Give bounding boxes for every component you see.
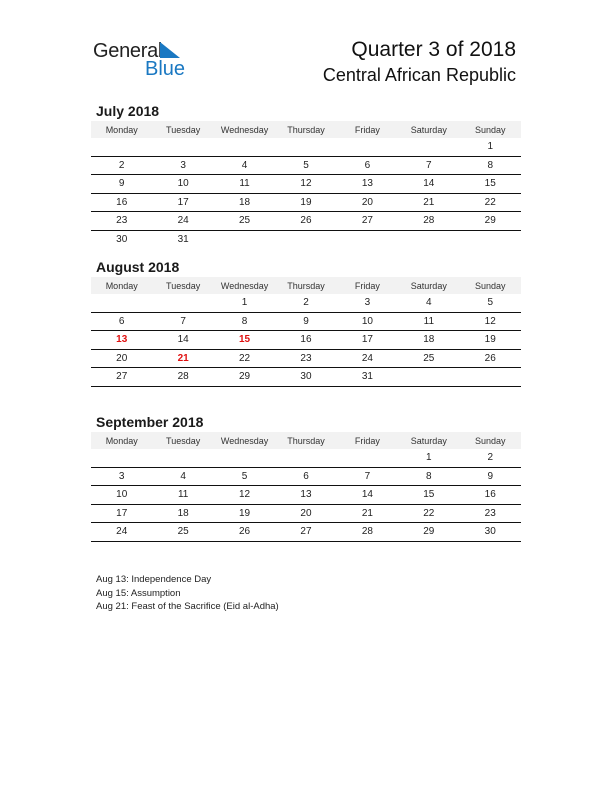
logo-blue-text: Blue xyxy=(145,58,186,80)
date-cell: 20 xyxy=(300,507,312,519)
date-cell: 19 xyxy=(484,334,496,346)
date-cell: 10 xyxy=(116,489,128,501)
date-cell: 4 xyxy=(426,297,432,309)
date-cell: 20 xyxy=(361,196,373,208)
weekday-label: Saturday xyxy=(410,280,447,291)
date-cell: 26 xyxy=(238,526,251,538)
date-cell: 6 xyxy=(303,470,309,482)
date-cell: 5 xyxy=(487,297,494,309)
month-title: September 2018 xyxy=(96,414,204,430)
holiday-date-cell: 15 xyxy=(238,334,251,346)
holiday-note: Aug 15: Assumption xyxy=(96,587,181,599)
date-cell: 27 xyxy=(116,371,128,383)
date-cell: 19 xyxy=(300,196,312,208)
date-cell: 12 xyxy=(300,178,312,190)
date-cell: 4 xyxy=(241,159,248,171)
weekday-header xyxy=(91,121,521,138)
date-cell: 2 xyxy=(487,452,494,464)
week-row xyxy=(91,231,521,249)
weekday-header xyxy=(91,432,521,449)
date-cell: 18 xyxy=(177,507,189,519)
page-subtitle: Central African Republic xyxy=(322,65,516,85)
weekday-label: Thursday xyxy=(287,124,325,135)
date-cell: 24 xyxy=(116,526,128,538)
date-cell: 6 xyxy=(118,315,125,327)
date-cell: 14 xyxy=(423,178,435,190)
date-cell: 23 xyxy=(484,507,496,519)
month-title: July 2018 xyxy=(96,103,160,119)
date-cell: 31 xyxy=(361,371,373,383)
weekday-label: Sunday xyxy=(474,435,506,446)
date-cell: 14 xyxy=(361,489,373,501)
date-cell: 2 xyxy=(303,297,309,309)
date-cell: 21 xyxy=(361,507,373,519)
weekday-label: Thursday xyxy=(287,435,325,446)
date-cell: 8 xyxy=(241,315,248,327)
date-cell: 18 xyxy=(238,196,251,208)
month-title: August 2018 xyxy=(96,259,180,275)
weekday-label: Friday xyxy=(354,280,380,291)
date-cell: 22 xyxy=(423,507,435,519)
holiday-note: Aug 21: Feast of the Sacrifice (Eid al-Adha) xyxy=(96,601,279,612)
logo-triangle-icon xyxy=(160,42,180,58)
weekday-label: Monday xyxy=(105,435,138,446)
date-cell: 14 xyxy=(177,334,189,346)
date-cell: 7 xyxy=(426,159,432,171)
date-cell: 31 xyxy=(177,233,189,245)
date-cell: 27 xyxy=(361,215,373,227)
page-title: Quarter 3 of 2018 xyxy=(351,38,516,61)
week-row xyxy=(91,313,521,332)
date-cell: 28 xyxy=(361,526,373,538)
week-row xyxy=(91,194,521,213)
date-cell: 15 xyxy=(484,178,496,190)
date-cell: 5 xyxy=(241,470,248,482)
week-row xyxy=(91,523,521,542)
date-cell: 3 xyxy=(180,159,186,171)
weekday-label: Saturday xyxy=(410,435,447,446)
date-cell: 26 xyxy=(484,352,496,364)
holiday-notes xyxy=(96,573,279,614)
date-cell: 29 xyxy=(423,526,435,538)
date-cell: 19 xyxy=(238,507,251,519)
date-cell: 23 xyxy=(116,215,128,227)
weekday-label: Tuesday xyxy=(166,280,201,291)
date-cell: 3 xyxy=(364,297,371,309)
week-row xyxy=(91,505,521,524)
date-cell: 25 xyxy=(238,215,251,227)
date-cell: 6 xyxy=(364,159,371,171)
date-cell: 2 xyxy=(118,159,125,171)
week-row xyxy=(91,449,521,468)
logo xyxy=(93,40,193,80)
date-cell: 17 xyxy=(177,196,189,208)
week-row xyxy=(91,350,521,369)
date-cell: 3 xyxy=(118,470,125,482)
date-cell: 12 xyxy=(484,315,496,327)
date-cell: 15 xyxy=(423,489,435,501)
weekday-label: Monday xyxy=(105,124,138,135)
date-cell: 22 xyxy=(238,352,251,364)
date-cell: 29 xyxy=(238,371,251,383)
weekday-label: Monday xyxy=(105,280,138,291)
weekday-header xyxy=(91,277,521,294)
date-cell: 25 xyxy=(423,352,435,364)
weekday-label: Wednesday xyxy=(220,280,269,291)
week-row xyxy=(91,368,521,387)
date-cell: 16 xyxy=(116,196,128,208)
weekday-label: Thursday xyxy=(287,280,325,291)
date-cell: 21 xyxy=(423,196,435,208)
date-cell: 4 xyxy=(180,470,186,482)
logo-general-text: General xyxy=(93,40,163,62)
week-row xyxy=(91,294,521,313)
date-cell: 24 xyxy=(361,352,373,364)
week-row xyxy=(91,138,521,157)
date-cell: 25 xyxy=(177,526,189,538)
week-row xyxy=(91,212,521,231)
date-cell: 24 xyxy=(177,215,189,227)
date-cell: 22 xyxy=(484,196,496,208)
date-cell: 30 xyxy=(116,233,128,245)
date-cell: 27 xyxy=(300,526,312,538)
week-row xyxy=(91,157,521,176)
date-cell: 8 xyxy=(426,470,432,482)
date-cell: 30 xyxy=(484,526,496,538)
date-cell: 11 xyxy=(177,489,189,501)
date-cell: 10 xyxy=(361,315,373,327)
date-cell: 26 xyxy=(300,215,312,227)
date-cell: 7 xyxy=(180,315,186,327)
weekday-label: Friday xyxy=(354,435,380,446)
date-cell: 28 xyxy=(177,371,189,383)
weekday-label: Sunday xyxy=(474,280,506,291)
holiday-date-cell: 21 xyxy=(177,352,189,364)
date-cell: 16 xyxy=(484,489,496,501)
date-cell: 16 xyxy=(300,334,312,346)
weekday-label: Friday xyxy=(354,124,380,135)
date-cell: 29 xyxy=(484,215,496,227)
date-cell: 17 xyxy=(361,334,373,346)
date-cell: 20 xyxy=(116,352,128,364)
date-cell: 10 xyxy=(177,178,189,190)
date-cell: 30 xyxy=(300,371,312,383)
date-cell: 8 xyxy=(487,159,494,171)
date-cell: 11 xyxy=(423,315,435,327)
holiday-note: Aug 13: Independence Day xyxy=(96,574,212,585)
date-cell: 5 xyxy=(303,159,309,171)
holiday-date-cell: 13 xyxy=(116,334,128,346)
weekday-label: Saturday xyxy=(410,124,447,135)
date-cell: 1 xyxy=(426,452,432,464)
date-cell: 1 xyxy=(241,297,248,309)
week-row xyxy=(91,331,521,350)
weekday-label: Sunday xyxy=(474,124,506,135)
week-row xyxy=(91,486,521,505)
date-cell: 9 xyxy=(487,470,494,482)
date-cell: 12 xyxy=(238,489,251,501)
week-row xyxy=(91,175,521,194)
date-cell: 13 xyxy=(361,178,373,190)
month-july xyxy=(91,101,521,248)
date-cell: 17 xyxy=(116,507,128,519)
weekday-label: Tuesday xyxy=(166,435,201,446)
weekday-label: Tuesday xyxy=(166,124,201,135)
date-cell: 7 xyxy=(364,470,371,482)
month-august xyxy=(91,257,521,387)
date-cell: 18 xyxy=(423,334,435,346)
date-cell: 28 xyxy=(423,215,435,227)
date-cell: 9 xyxy=(118,178,125,190)
date-cell: 9 xyxy=(303,315,309,327)
date-cell: 23 xyxy=(300,352,312,364)
date-cell: 1 xyxy=(487,141,494,153)
date-cell: 11 xyxy=(239,178,250,190)
week-row xyxy=(91,468,521,487)
month-september xyxy=(91,412,521,542)
weekday-label: Wednesday xyxy=(220,124,269,135)
date-cell: 13 xyxy=(300,489,312,501)
weekday-label: Wednesday xyxy=(220,435,269,446)
